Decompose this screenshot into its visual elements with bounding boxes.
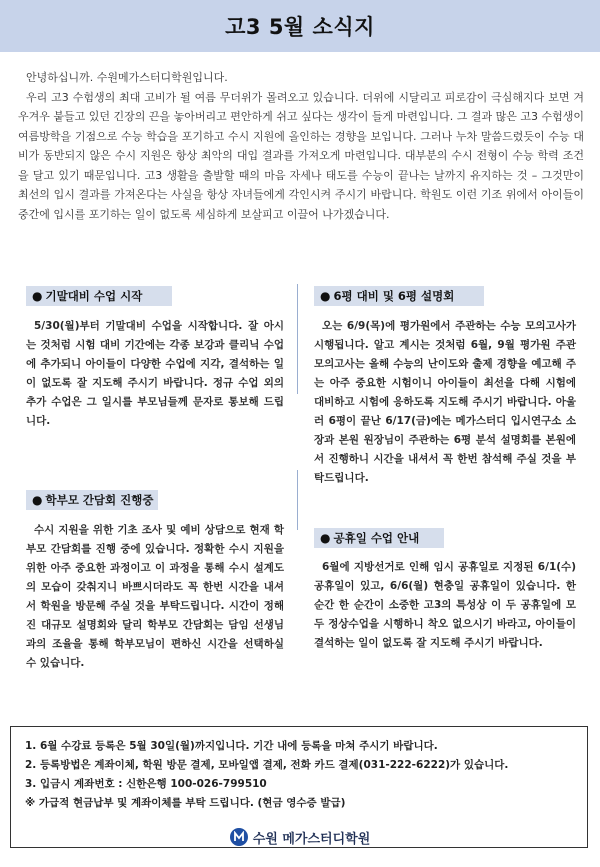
section-text-parent-meeting: 수시 지원을 위한 기초 조사 및 예비 상담으로 현재 학부모 간담회를 진행 중에 있습니다. 정확한 수시 지원을 위한 아주 중요한 과정이고 이 과정을 통해 수시 설계도의 모습이 갖춰지니 바쁘시더라도 꼭 한번 시간을 내셔서 학원을 방문해 주실 것을 부탁드립니다. 시간이 정해진 대규모 설명회와 달리 학부모 간담회는 담임 선생님과의 조율을 통해 학부모님이 편하신 시간을 선택하실 수 있습니다. [26, 524, 284, 669]
section-title-june-exam: 6평 대비 및 6평 설명회 [333, 289, 455, 303]
notice-line-2: 2. 등록방법은 계좌이체, 학원 방문 결제, 모바일앱 결제, 전화 카드 결제(031-222-6222)가 있습니다. [25, 759, 509, 771]
bullet-icon: ● [320, 289, 331, 303]
brand-name: 수원 메가스터디학원 [252, 831, 371, 847]
footer-logo [0, 825, 600, 849]
section-body-exam-class [26, 317, 284, 431]
brand-logo-icon [230, 828, 248, 846]
section-heading-exam-class [26, 286, 172, 306]
section-text-exam-class: 5/30(월)부터 기말대비 수업을 시작합니다. 잘 아시는 것처럼 시험 대비 기간에는 각종 보강과 클리닉 수업에 추가되니 아이들이 다양한 수업에 지각, 결석하는 일이 없도록 잘 지도해 주시기 바랍니다. 정규 수업 외의 추가 수업은 그 일시를 부모님들께 문자로 통보해 드립니다. [26, 320, 284, 427]
section-text-holiday: 6월에 지방선거로 인해 임시 공휴일로 지정된 6/1(수) 공휴일이 있고, 6/6(월) 현충일 공휴일이 있습니다. 한 순간 한 순간이 소중한 고3의 특성상 이 두 공휴일에 모두 정상수업을 시행하니 착오 없으시기 바라고, 아이들이 결석하는 일이 없도록 잘 지도해 주시기 바랍니다. [314, 561, 576, 649]
intro-text [18, 68, 584, 224]
section-body-june-exam [314, 317, 576, 488]
section-title-parent-meeting: 학부모 간담회 진행중 [45, 493, 154, 507]
column-divider-top [297, 284, 298, 394]
section-heading-june-exam [314, 286, 484, 306]
column-divider-bottom [297, 470, 298, 530]
page-title: 고3 5월 소식지 [225, 15, 375, 39]
title-banner [0, 0, 600, 52]
intro-greeting: 안녕하십니까. 수원메가스터디학원입니다. [26, 71, 228, 84]
section-text-june-exam: 오는 6/9(목)에 평가원에서 주관하는 수능 모의고사가 시행됩니다. 알고 계시는 것처럼 6월, 9월 평가원 주관 모의고사는 올해 수능의 난이도와 출제 경향을 예고해 주는 아주 중요한 시험이니 아이들이 최선을 다해 시험에 대비하고 시험에 응하도록 지도해 주시기 바랍니다. 아울러 6평이 끝난 6/17(금)에는 메가스터디 입시연구소 소장과 본원 원장님이 주관하는 6평 분석 설명회를 본원에서 진행하니 시간을 내셔서 꼭 한번 참석해 주실 것을 부탁드립니다. [314, 320, 576, 484]
section-body-parent-meeting [26, 521, 284, 673]
intro-body: 우리 고3 수험생의 최대 고비가 될 여름 무더위가 몰려오고 있습니다. 더위에 시달리고 피로감이 극심해지다 보면 겨우겨우 붙들고 있던 긴장의 끈을 놓아버리고 편안하게 쉬고 싶다는 생각이 들게 마련입니다. 그 결과 많은 고3 수험생이 여름방학을 기점으로 수능 학습을 포기하고 수시 지원에 올인하는 경향을 보입니다. 그러나 누차 말씀드렸듯이 수능 대비가 동반되지 않은 수시 지원은 항상 최악의 대입 결과를 가져오게 마련입니다. 대부분의 수시 전형이 수능 학력 조건을 달고 있기 때문입니다. 고3 생활을 출발할 때의 마음 자세나 태도를 수능이 끝나는 날까지 유지하는 것 – 그것만이 최선의 입시 결과를 가져온다는 사실을 항상 자녀들에게 각인시켜 주시기 바랍니다. 학원도 이런 기조 위에서 아이들이 중간에 입시를 포기하는 일이 없도록 세심하게 보살피고 이끌어 나가겠습니다. [18, 90, 584, 221]
bullet-icon: ● [32, 493, 43, 507]
section-heading-parent-meeting [26, 490, 158, 510]
section-body-holiday [314, 558, 576, 653]
notice-line-4: ※ 가급적 현금납부 및 계좌이체를 부탁 드립니다. (현금 영수증 발급) [25, 797, 346, 809]
section-heading-holiday [314, 528, 444, 548]
notice-line-1: 1. 6월 수강료 등록은 5월 30일(월)까지입니다. 기간 내에 등록을 마쳐 주시기 바랍니다. [25, 740, 438, 752]
bullet-icon: ● [32, 289, 43, 303]
section-title-exam-class: 기말대비 수업 시작 [45, 289, 143, 303]
section-title-holiday: 공휴일 수업 안내 [333, 531, 420, 545]
bullet-icon: ● [320, 531, 331, 545]
notice-line-3: 3. 입금시 계좌번호 : 신한은행 100-026-799510 [25, 778, 267, 790]
